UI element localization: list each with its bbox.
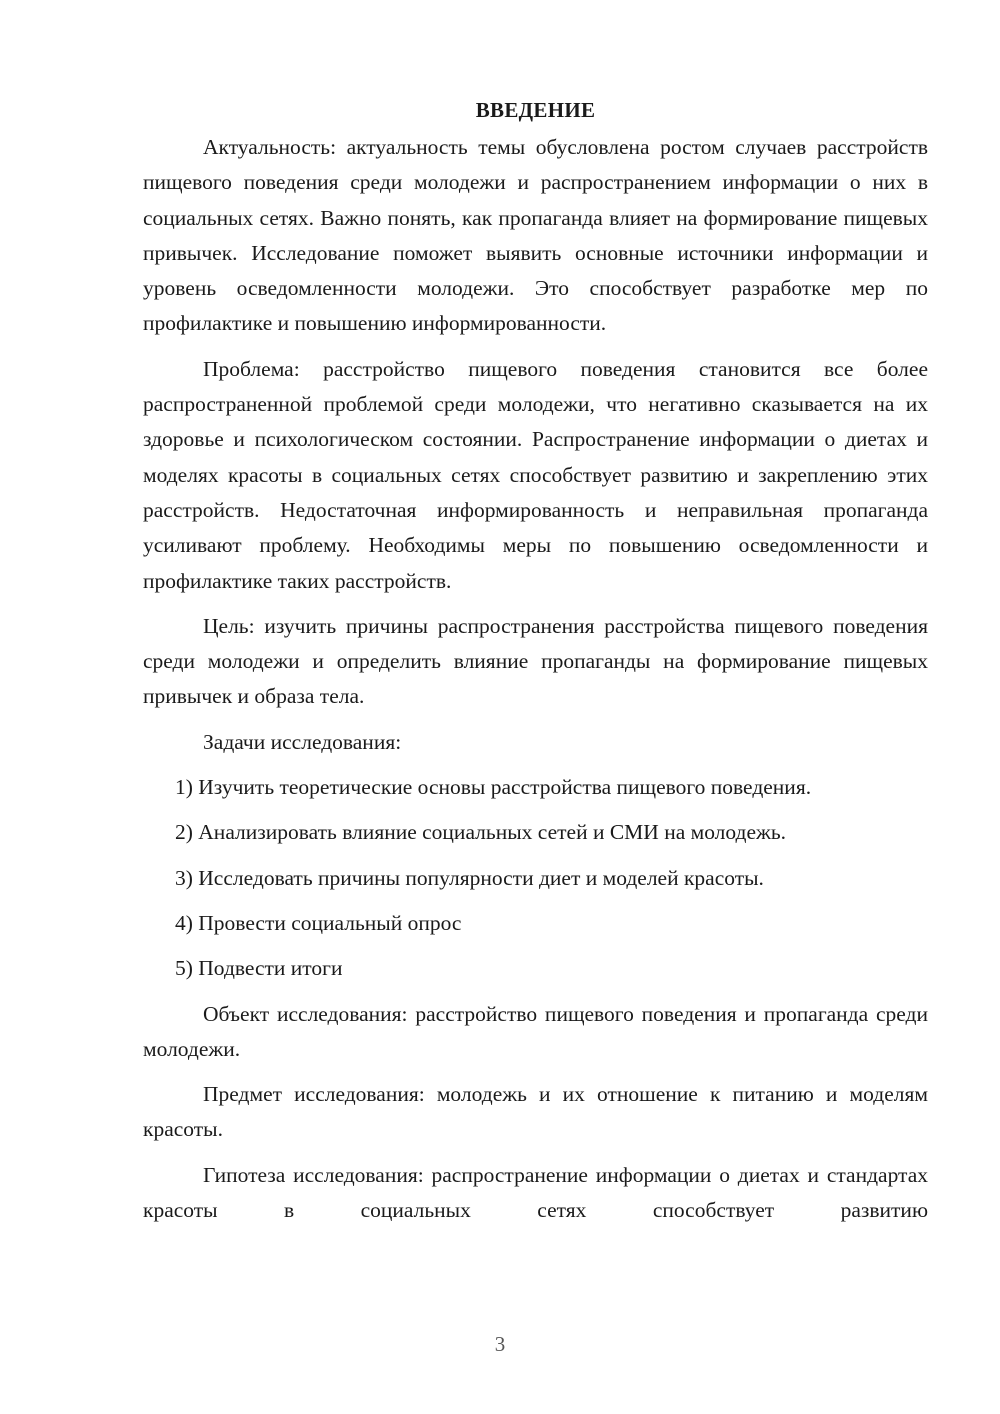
list-item: 4) Провести социальный опрос [175,910,462,935]
paragraph-object: Объект исследования: расстройство пищевого поведения и пропаганда среди молодежи. [143,1001,928,1061]
page-title: ВВЕДЕНИЕ [475,98,596,122]
list-item: 3) Исследовать причины популярности диет и моделей красоты. [175,865,764,890]
paragraph-goal: Цель: изучить причины распространения расстройства пищевого поведения среди молодежи и определить влияние пропаганды на формирование пищевых привычек и образа тела. [143,613,928,709]
tasks-heading: Задачи исследования: [203,729,402,754]
list-item: 5) Подвести итоги [175,956,343,981]
tasks-list [143,770,928,986]
list-item: 1) Изучить теоретические основы расстройства пищевого поведения. [175,775,812,800]
paragraph-relevance: Актуальность: актуальность темы обусловлена ростом случаев расстройств пищевого поведения среди молодежи и распространением информации о них в социальных сетях. Важно понять, как пропаганда влияет на формирование пищевых привычек. Исследование поможет выявить основные источники информации и уровень осведомленности молодежи. Это способствует разработке мер по профилактике и повышению информированности. [143,135,928,336]
paragraph-problem: Проблема: расстройство пищевого поведения становится все более распространенной проблемой среди молодежи, что негативно сказывается на их здоровье и психологическом состоянии. Распространение информации о диетах и моделях красоты в социальных сетях способствует развитию и закреплению этих расстройств. Недостаточная информированность и неправильная пропаганда усиливают проблему. Необходимы меры по повышению осведомленности и профилактике таких расстройств. [143,356,928,593]
page-number: 3 [494,1332,506,1356]
paragraph-hypothesis: Гипотеза исследования: распространение информации о диетах и стандартах красоты в социальных сетях способствует развитию [143,1162,928,1223]
paragraph-subject: Предмет исследования: молодежь и их отношение к питанию и моделям красоты. [143,1082,928,1142]
list-item: 2) Анализировать влияние социальных сетей и СМИ на молодежь. [175,820,787,845]
document-page [143,92,928,1238]
